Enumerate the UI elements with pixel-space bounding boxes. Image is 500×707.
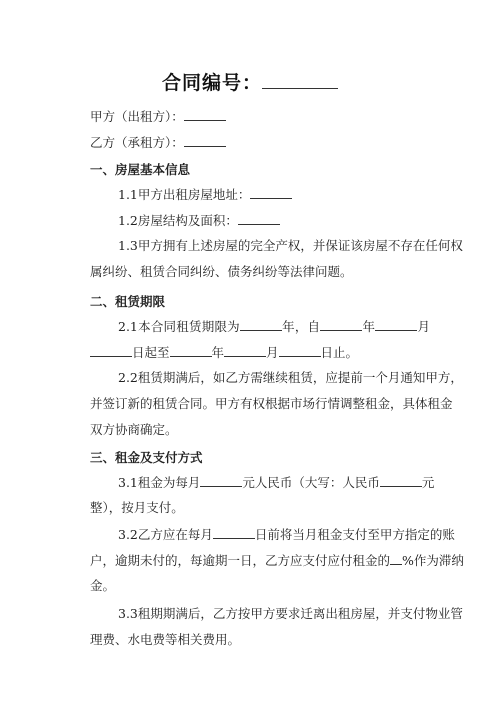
clause-2-2-line2: 并签订新的租赁合同。甲方有权根据市场行情调整租金，具体租金	[90, 396, 453, 411]
section-1-heading: 一、房屋基本信息	[90, 162, 191, 177]
clause-3-3-line2: 理费、水电费等相关费用。	[90, 632, 241, 647]
clause-1-3-line1: 1.3甲方拥有上述房屋的完全产权，并保证该房屋不存在任何权	[118, 238, 463, 253]
contract-title	[0, 68, 500, 95]
clause-3-2-line1: 3.2乙方应在每月 日前将当月租金支付至甲方指定的账	[118, 526, 455, 542]
clause-3-3-line1: 3.3租期期满后，乙方按甲方要求迁离出租房屋，并支付物业管	[118, 606, 463, 621]
clause-1-3-line2: 属纠纷、租赁合同纠纷、债务纠纷等法律问题。	[90, 264, 353, 279]
clause-2-2-line3: 双方协商确定。	[90, 422, 178, 437]
party-b-line: 乙方（承租方）：	[90, 134, 430, 150]
section-3-heading: 三、租金及支付方式	[90, 450, 203, 465]
contract-number-label: 合同编号：	[161, 72, 262, 94]
clause-1-2: 1.2房屋结构及面积：	[118, 212, 430, 228]
clause-2-2-line1: 2.2租赁期满后，如乙方需继续租赁，应提前一个月通知甲方，	[118, 370, 463, 385]
party-a-line: 甲方（出租方）：	[90, 108, 430, 124]
clause-3-2-line2: 户，逾期未付的，每逾期一日，乙方应支付应付租金的 %作为滞纳	[90, 552, 464, 568]
section-2-heading: 二、租赁期限	[90, 294, 166, 309]
contract-number-blank	[262, 70, 338, 89]
clause-3-2-line3: 金。	[90, 578, 116, 593]
clause-2-1-line2: 日起至 年 月 日止。	[90, 344, 430, 360]
party-a-blank	[184, 108, 226, 121]
party-b-blank	[184, 134, 226, 147]
clause-3-1-line2: 整），按月支付。	[90, 500, 184, 515]
clause-2-1-line1: 2.1本合同租赁期限为 年，自 年 月	[118, 318, 430, 334]
clause-1-1: 1.1甲方出租房屋地址：	[118, 186, 430, 202]
clause-3-1-line1: 3.1租金为每月 元人民币（大写：人民币 元	[118, 474, 435, 490]
